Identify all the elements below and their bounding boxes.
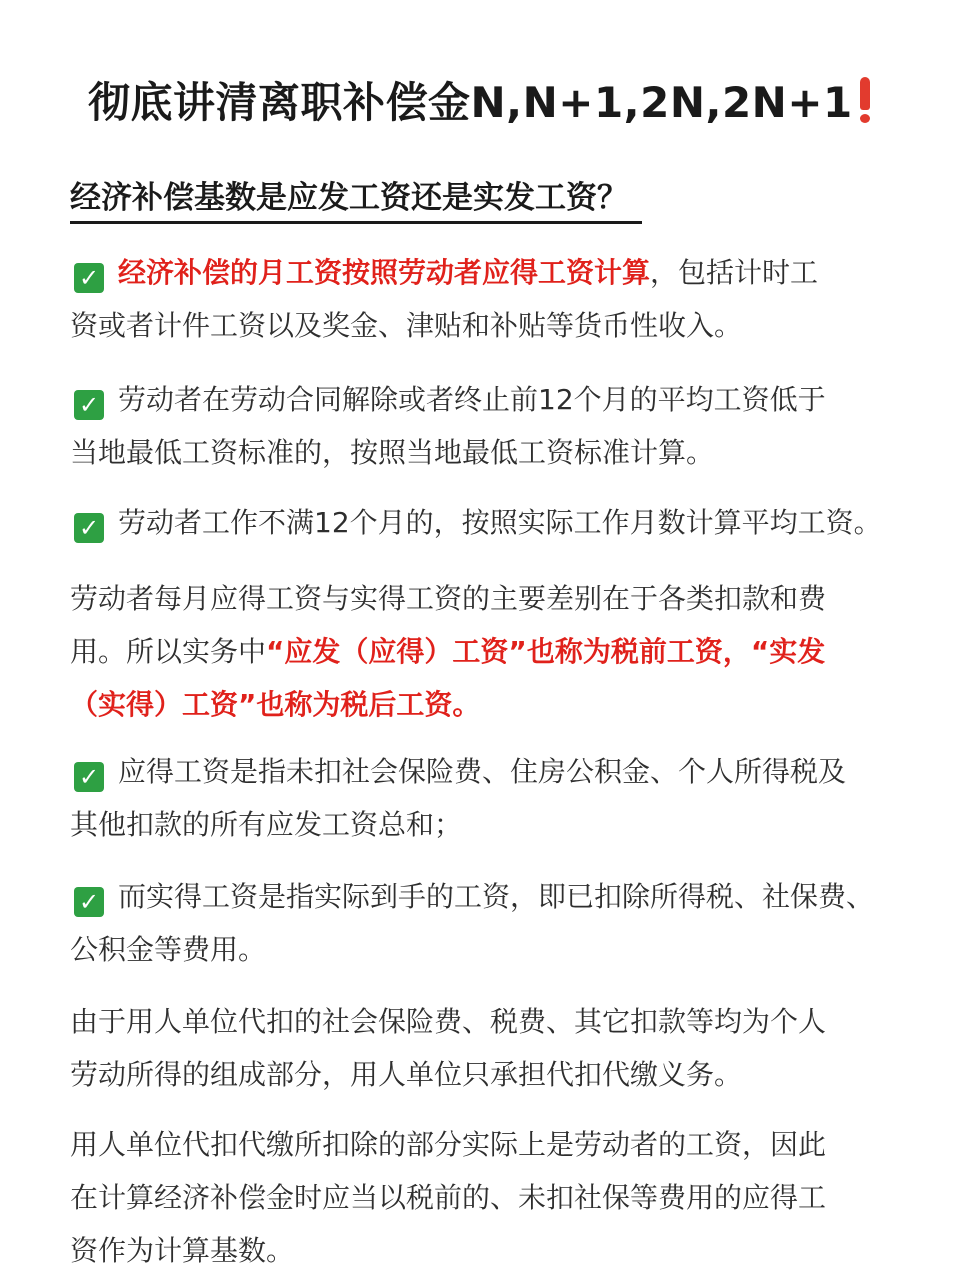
check-mark-icon: ✓	[74, 513, 104, 543]
check-mark-icon: ✓	[74, 887, 104, 917]
paragraph-text: 而实得工资是指实际到手的工资，即已扣除所得税、社保费、	[118, 880, 875, 913]
check-mark-icon: ✓	[74, 263, 104, 293]
paragraph-text: 应得工资是指未扣社会保险费、住房公积金、个人所得税及	[118, 755, 847, 788]
paragraph-text: 当地最低工资标准的，按照当地最低工资标准计算。	[70, 436, 715, 469]
paragraph-7	[70, 995, 950, 1101]
paragraph-1	[70, 246, 950, 352]
paragraph-text: 公积金等费用。	[70, 933, 267, 966]
paragraph-text: 其他扣款的所有应发工资总和；	[70, 808, 463, 841]
check-mark-icon: ✓	[74, 390, 104, 420]
paragraph-text: 资作为计算基数。	[70, 1234, 295, 1267]
paragraph-text: 劳动者在劳动合同解除或者终止前12个月的平均工资低于	[118, 383, 826, 416]
page-title-text: 彻底讲清离职补偿金N,N+1,2N,2N+1	[88, 78, 853, 127]
section-heading: 经济补偿基数是应发工资还是实发工资？	[70, 172, 642, 224]
paragraph-text: 劳动者工作不满12个月的，按照实际工作月数计算平均工资。	[118, 506, 882, 539]
highlight-text: “应发（应得）工资”也称为税前工资，“实发	[266, 635, 826, 668]
paragraph-text: 劳动者每月应得工资与实得工资的主要差别在于各类扣款和费	[70, 582, 827, 615]
highlight-text: 经济补偿的月工资按照劳动者应得工资计算	[118, 256, 651, 289]
paragraph-6	[70, 870, 950, 976]
paragraph-text: 资或者计件工资以及奖金、津贴和补贴等货币性收入。	[70, 309, 743, 342]
paragraph-2	[70, 373, 950, 479]
paragraph-4	[70, 572, 950, 731]
paragraph-text: 用人单位代扣代缴所扣除的部分实际上是劳动者的工资，因此	[70, 1128, 827, 1161]
check-mark-icon: ✓	[74, 762, 104, 792]
page-title	[88, 70, 871, 130]
paragraph-text: 由于用人单位代扣的社会保险费、税费、其它扣款等均为个人	[70, 1005, 827, 1038]
paragraph-text: ，包括计时工	[650, 256, 819, 289]
paragraph-3	[70, 496, 950, 549]
exclamation-icon	[859, 77, 871, 123]
highlight-text: （实得）工资”也称为税后工资。	[70, 688, 481, 721]
paragraph-text: 用。所以实务中	[70, 635, 267, 668]
paragraph-8	[70, 1118, 950, 1277]
paragraph-text: 在计算经济补偿金时应当以税前的、未扣社保等费用的应得工	[70, 1181, 827, 1214]
paragraph-5	[70, 745, 950, 851]
paragraph-text: 劳动所得的组成部分，用人单位只承担代扣代缴义务。	[70, 1058, 743, 1091]
